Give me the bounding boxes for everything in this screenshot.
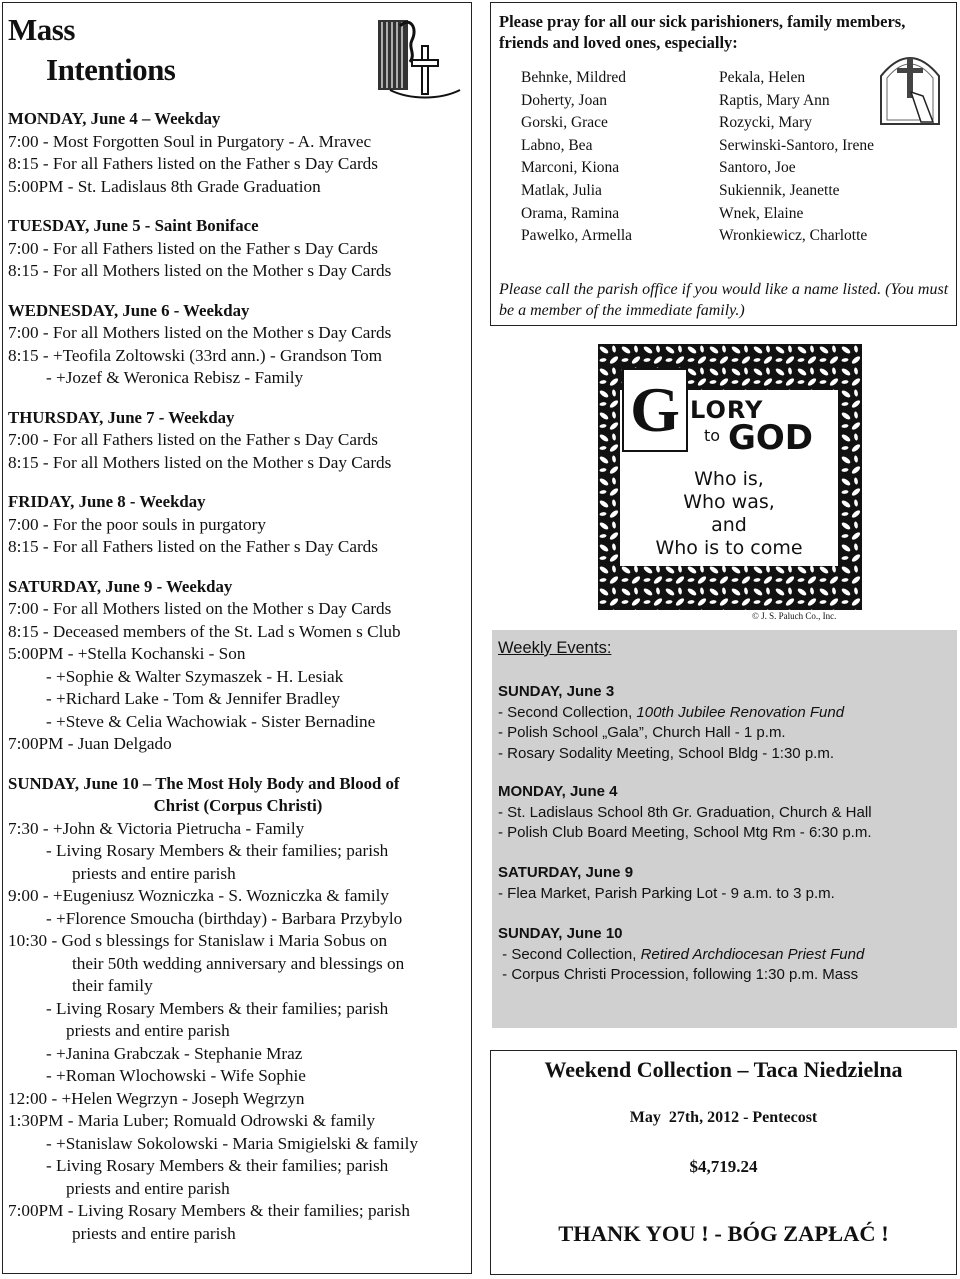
event-line: - Flea Market, Parish Parking Lot - 9 a.m. to 3 p.m. [498, 884, 835, 902]
mass-intention-line: 7:30 - +John & Victoria Pietrucha - Family [8, 818, 305, 838]
mass-day-heading: TUESDAY, June 5 - Saint Boniface [8, 216, 259, 235]
collection-thanks: THANK YOU ! - BÓG ZAPŁAĆ ! [558, 1221, 889, 1246]
event-date: MONDAY, June 4 [498, 783, 618, 800]
event-line: - Second Collection, 100th Jubilee Renovation Fund [498, 703, 845, 721]
event-line: - Rosary Sodality Meeting, School Bldg - 1:30 p.m. [498, 744, 834, 762]
event-monday-june-4 [498, 782, 953, 844]
mass-intention-line: - Living Rosary Members & their families; parish [46, 841, 389, 860]
mass-intention-line: 7:00 - For the poor souls in purgatory [8, 514, 266, 534]
prayer-name: Raptis, Mary Ann [719, 91, 830, 109]
prayer-name: Santoro, Joe [719, 159, 796, 177]
mass-intention-line: 7:00PM - Juan Delgado [8, 734, 172, 753]
glory-line-2: Who was, [683, 491, 775, 513]
mass-intention-line: their family [72, 976, 153, 995]
prayer-name: Wronkiewicz, Charlotte [719, 227, 868, 245]
prayer-name: Marconi, Kiona [521, 159, 620, 177]
prayer-name: Orama, Ramina [521, 204, 620, 222]
mass-intention-line: priests and entire parish [72, 863, 236, 883]
mass-day-heading: WEDNESDAY, June 6 - Weekday [8, 300, 250, 320]
mass-intention-line: their 50th wedding anniversary and blessings on [72, 953, 405, 973]
prayer-name: Sukiennik, Jeanette [719, 181, 840, 199]
prayer-name: Doherty, Joan [521, 91, 607, 109]
prayer-name: Labno, Bea [521, 136, 593, 154]
mass-title-line1: Mass [8, 12, 75, 47]
mass-intention-line: 1:30PM - Maria Luber; Romuald Odrowski & family [8, 1111, 376, 1130]
glory-line-4: Who is to come [655, 537, 803, 559]
prayer-name: Matlak, Julia [521, 181, 602, 199]
event-sunday-june-3 [498, 682, 953, 764]
weekly-events-box [492, 630, 957, 1028]
mass-intention-line: 5:00PM - +Stella Kochanski - Son [8, 644, 246, 663]
prayer-name: Serwinski-Santoro, Irene [719, 136, 874, 154]
mass-intention-line: priests and entire parish [66, 1021, 230, 1040]
event-line: - Second Collection, Retired Archdiocesan Priest Fund [498, 945, 865, 963]
prayer-names-left [521, 67, 632, 248]
mass-intention-line: - +Florence Smoucha (birthday) - Barbara Przybylo [46, 908, 403, 928]
collection-date: May 27th, 2012 - Pentecost [629, 1109, 818, 1126]
prayer-note: Please call the parish office if you would like a name listed. (You must be a member of the immediate family.) [499, 281, 949, 319]
mass-day-heading: MONDAY, June 4 – Weekday [8, 109, 221, 128]
mass-intention-line: - +Richard Lake - Tom & Jennifer Bradley [46, 689, 341, 708]
prayer-name: Rozycki, Mary [719, 114, 812, 132]
glory-initial-g: G [622, 368, 688, 452]
event-date: SATURDAY, June 9 [498, 864, 634, 881]
mass-title-line2: Intentions [46, 52, 176, 87]
mass-intention-line: 12:00 - +Helen Wegrzyn - Joseph Wegrzyn [8, 1088, 305, 1108]
praying-hands-window-icon [875, 46, 945, 126]
mass-intention-line: - +Roman Wlochowski - Wife Sophie [46, 1066, 306, 1085]
prayer-names-right [719, 67, 874, 248]
mass-intention-line: 7:00 - For all Mothers listed on the Mother s Day Cards [8, 599, 392, 618]
mass-intention-line: - +Janina Grabczak - Stephanie Mraz [46, 1043, 303, 1063]
mass-intention-line: 8:15 - For all Mothers listed on the Mother s Day Cards [8, 452, 392, 472]
prayer-name: Gorski, Grace [521, 114, 608, 132]
mass-intention-line: 7:00 - For all Fathers listed on the Father s Day Cards [8, 430, 378, 449]
mass-intention-line: priests and entire parish [72, 1223, 236, 1243]
prayer-name: Pawelko, Armella [521, 227, 633, 245]
mass-intention-line: 7:00 - For all Fathers listed on the Father s Day Cards [8, 238, 378, 258]
mass-intention-line: 5:00PM - St. Ladislaus 8th Grade Graduation [8, 176, 321, 196]
mass-intention-line: 7:00PM - Living Rosary Members & their families; parish [8, 1201, 410, 1220]
mass-intentions-list [8, 108, 468, 1245]
mass-intention-line: 10:30 - God s blessings for Stanislaw i Maria Sobus on [8, 931, 388, 950]
event-date: SUNDAY, June 10 [498, 925, 623, 942]
weekly-events-heading: Weekly Events: [498, 639, 612, 657]
mass-intention-line: priests and entire parish [66, 1178, 230, 1198]
mass-intention-line: 8:15 - +Teofila Zoltowski (33rd ann.) - Grandson Tom [8, 345, 383, 365]
prayer-heading: Please pray for all our sick parishioners, family members, friends and loved ones, especially: [499, 12, 906, 52]
event-line: - St. Ladislaus School 8th Gr. Graduation, Church & Hall [498, 803, 872, 821]
mass-intention-line: 8:15 - Deceased members of the St. Lad s Women s Club [8, 621, 401, 641]
mass-intention-line: - +Jozef & Weronica Rebisz - Family [46, 368, 304, 387]
weekend-collection-box [490, 1050, 957, 1275]
glory-line-3: and [711, 514, 747, 536]
mass-intention-line: 8:15 - For all Fathers listed on the Father s Day Cards [8, 154, 378, 173]
mass-intention-line: - Living Rosary Members & their families; parish [46, 1156, 389, 1175]
event-date: SUNDAY, June 3 [498, 683, 615, 700]
event-line: - Polish School „Gala”, Church Hall - 1 p.m. [498, 724, 786, 741]
collection-amount: $4,719.24 [689, 1157, 758, 1176]
glory-word-lory: LORY [690, 396, 764, 424]
mass-intention-line: - +Sophie & Walter Szymaszek - H. Lesiak [46, 666, 344, 686]
mass-intention-line: - +Stanislaw Sokolowski - Maria Smigielski & family [46, 1133, 419, 1153]
mass-intention-line: - Living Rosary Members & their families; parish [46, 998, 389, 1018]
glory-word-to: to [704, 426, 721, 445]
mass-intention-line: Christ (Corpus Christi) [153, 796, 323, 815]
mass-intention-line: 7:00 - For all Mothers listed on the Mother s Day Cards [8, 323, 392, 342]
mass-day-heading: FRIDAY, June 8 - Weekday [8, 492, 206, 511]
glory-line-1: Who is, [694, 468, 764, 490]
copyright-note: © J. S. Paluch Co., Inc. [752, 611, 837, 621]
mass-intention-line: 9:00 - +Eugeniusz Wozniczka - S. Wozniczka & family [8, 886, 389, 905]
glory-word-god: GOD [728, 418, 814, 458]
mass-intention-line: - +Steve & Celia Wachowiak - Sister Bernadine [46, 711, 376, 731]
mass-day-heading: SUNDAY, June 10 – The Most Holy Body and Blood of [8, 773, 400, 793]
event-saturday-june-9 [498, 863, 953, 904]
mass-intention-line: 8:15 - For all Fathers listed on the Father s Day Cards [8, 537, 378, 556]
prayer-name: Wnek, Elaine [719, 204, 804, 222]
prayer-name: Pekala, Helen [719, 69, 806, 86]
event-sunday-june-10 [498, 924, 953, 986]
event-line: - Polish Club Board Meeting, School Mtg Rm - 6:30 p.m. [498, 824, 872, 841]
crucifix-candle-icon [370, 6, 465, 106]
mass-day-heading: SATURDAY, June 9 - Weekday [8, 576, 233, 596]
mass-intention-line: 8:15 - For all Mothers listed on the Mother s Day Cards [8, 261, 392, 280]
collection-title: Weekend Collection – Taca Niedzielna [544, 1057, 903, 1082]
event-line: - Corpus Christi Procession, following 1:30 p.m. Mass [498, 966, 859, 983]
prayer-name: Behnke, Mildred [521, 69, 627, 86]
mass-intention-line: 7:00 - Most Forgotten Soul in Purgatory - A. Mravec [8, 131, 372, 151]
mass-day-heading: THURSDAY, June 7 - Weekday [8, 407, 235, 427]
